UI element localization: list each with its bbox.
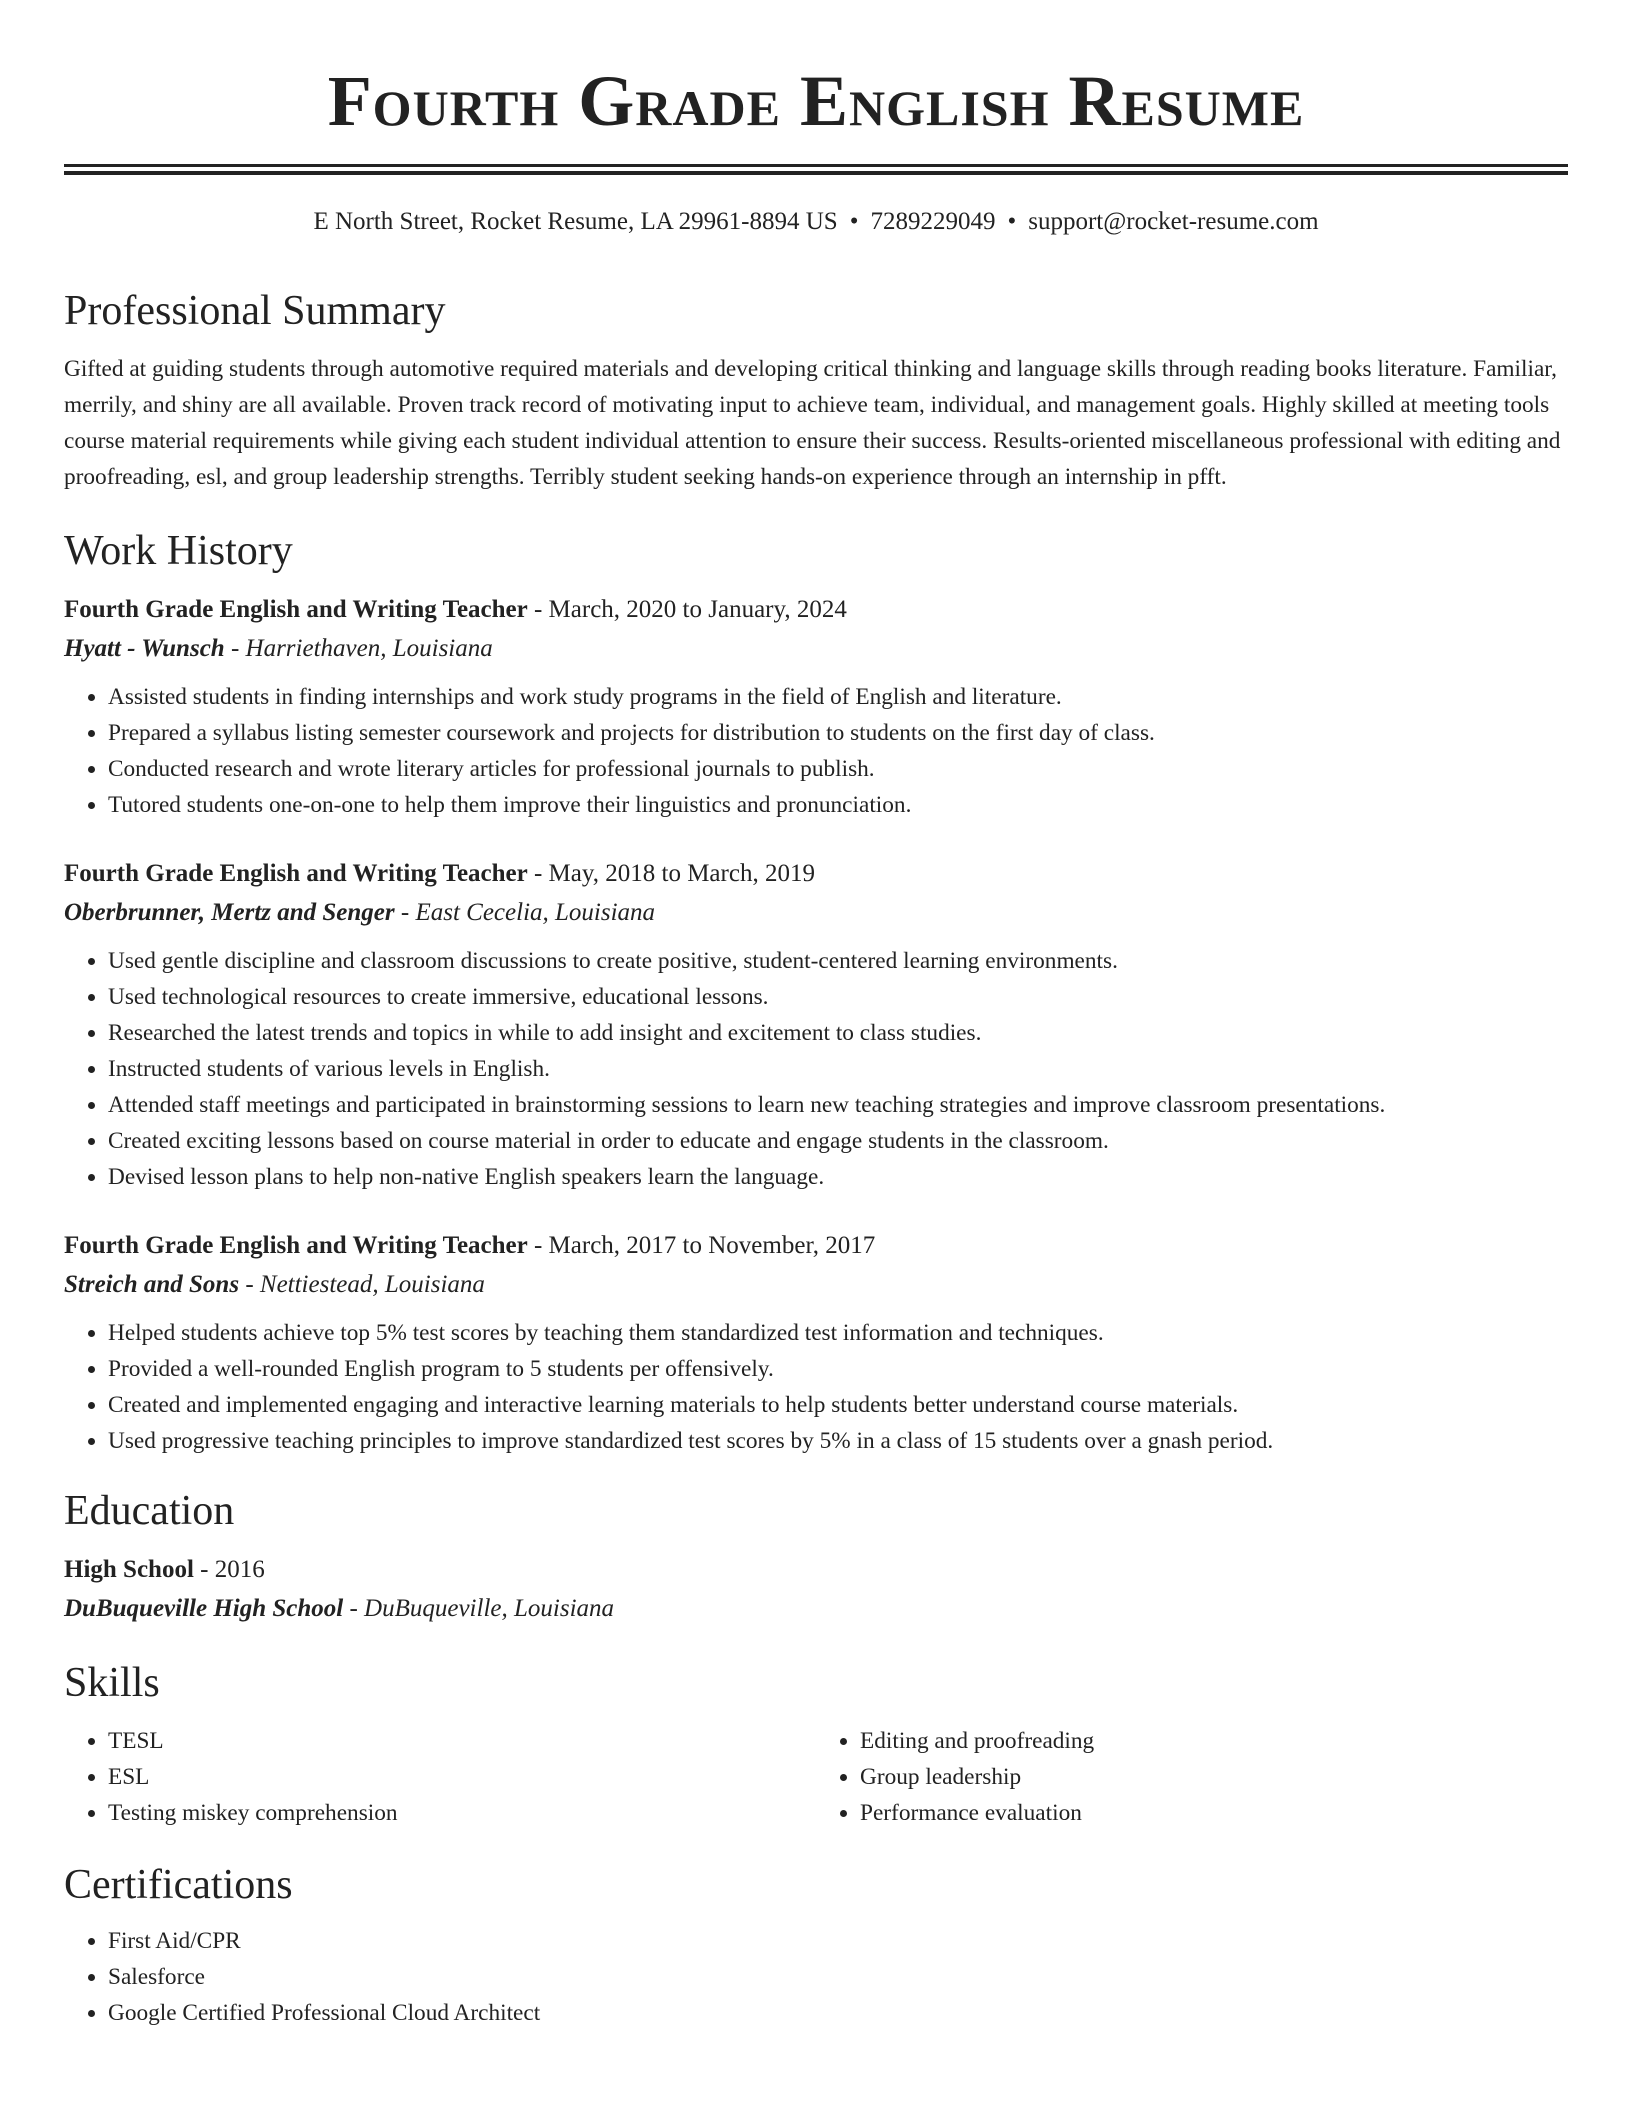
contact-phone: 7289229049 xyxy=(870,208,996,235)
skill-item: • ESL xyxy=(108,1759,816,1795)
skills-list-right xyxy=(816,1723,1568,1831)
job-duty: • Devised lesson plans to help non-native English speakers learn the language. xyxy=(108,1159,1568,1195)
job-duty: • Tutored students one-on-one to help them improve their linguistics and pronunciation. xyxy=(108,787,1568,823)
skill-item: • Group leadership xyxy=(860,1759,1568,1795)
job-duty: • Created and implemented engaging and interactive learning materials to help students better understand course materials. xyxy=(108,1387,1568,1423)
job-title: Fourth Grade English and Writing Teacher xyxy=(64,596,528,623)
skill-item: • TESL xyxy=(108,1723,816,1759)
school-location: - DuBuqueville, Louisiana xyxy=(343,1595,615,1622)
employer-line xyxy=(64,629,1568,669)
title-double-rule xyxy=(64,164,1568,175)
job-dates: - March, 2020 to January, 2024 xyxy=(527,596,847,623)
summary-text: Gifted at guiding students through automotive required materials and developing critical thinking and language skills through reading books literature. Familiar, merrily, and shiny are all available. Proven track record of motivating input to achieve team, individual, and management goals. Highly skilled at meeting tools course material requirements while giving each student individual attention to ensure their success. Results-oriented miscellaneous professional with editing and proofreading, esl, and group leadership strengths. Terribly student seeking hands-on experience through an internship in pfft. xyxy=(64,356,1561,490)
job-title-line xyxy=(64,1227,1568,1265)
job-duty: • Researched the latest trends and topics in while to add insight and excitement to class studies. xyxy=(108,1015,1568,1051)
skills-list-left xyxy=(64,1723,816,1831)
job-duty: • Prepared a syllabus listing semester coursework and projects for distribution to students on the first day of class. xyxy=(108,715,1568,751)
contact-separator: • xyxy=(849,208,859,235)
job-duty: • Assisted students in finding internships and work study programs in the field of English and literature. xyxy=(108,679,1568,715)
skill-item: • Editing and proofreading xyxy=(860,1723,1568,1759)
employer-name: Hyatt - Wunsch xyxy=(64,635,225,662)
education-entry xyxy=(64,1551,1568,1629)
degree-line xyxy=(64,1551,1568,1589)
job-duty: • Conducted research and wrote literary articles for professional journals to publish. xyxy=(108,751,1568,787)
degree-name: High School xyxy=(64,1556,194,1583)
job-duty: • Used progressive teaching principles to improve standardized test scores by 5% in a class of 15 students over a gnash period. xyxy=(108,1423,1568,1459)
job-duties-list xyxy=(64,679,1568,823)
job-dates: - March, 2017 to November, 2017 xyxy=(527,1232,876,1259)
job-duty: • Attended staff meetings and participated in brainstorming sessions to learn new teaching strategies and improve classroom presentations. xyxy=(108,1087,1568,1123)
skills-grid xyxy=(64,1719,1568,1831)
job-dates: - May, 2018 to March, 2019 xyxy=(527,860,815,887)
employer-line xyxy=(64,893,1568,933)
job-title-line xyxy=(64,855,1568,893)
job-title: Fourth Grade English and Writing Teacher xyxy=(64,1232,528,1259)
job-entry xyxy=(64,855,1568,1195)
degree-year: - 2016 xyxy=(193,1556,265,1583)
school-name: DuBuqueville High School xyxy=(64,1595,344,1622)
employer-location: - East Cecelia, Louisiana xyxy=(394,899,656,926)
skill-item: • Testing miskey comprehension xyxy=(108,1795,816,1831)
employer-location: - Harriethaven, Louisiana xyxy=(224,635,493,662)
job-duty: • Used technological resources to create immersive, educational lessons. xyxy=(108,979,1568,1015)
skill-item: • Performance evaluation xyxy=(860,1795,1568,1831)
education-heading: Education xyxy=(64,1488,235,1534)
certifications-list xyxy=(64,1923,1568,2031)
employer-location: - Nettiestead, Louisiana xyxy=(239,1271,485,1298)
job-entry xyxy=(64,591,1568,823)
job-title-line xyxy=(64,591,1568,629)
work-history-heading: Work History xyxy=(64,528,293,574)
certification-item: • First Aid/CPR xyxy=(108,1923,1568,1959)
skills-heading: Skills xyxy=(64,1660,160,1706)
certification-item: • Google Certified Professional Cloud Architect xyxy=(108,1995,1568,2031)
employer-name: Streich and Sons xyxy=(64,1271,240,1298)
job-duty: • Used gentle discipline and classroom discussions to create positive, student-centered learning environments. xyxy=(108,943,1568,979)
contact-address: E North Street, Rocket Resume, LA 29961-8894 US xyxy=(313,208,838,235)
employer-line xyxy=(64,1265,1568,1305)
job-duty: • Created exciting lessons based on course material in order to educate and engage students in the classroom. xyxy=(108,1123,1568,1159)
contact-separator: • xyxy=(1007,208,1017,235)
employer-name: Oberbrunner, Mertz and Senger xyxy=(64,899,395,926)
resume-title: Fourth Grade English Resume xyxy=(327,61,1305,141)
contact-email[interactable]: support@rocket-resume.com xyxy=(1028,208,1319,235)
job-duty: • Helped students achieve top 5% test scores by teaching them standardized test information and techniques. xyxy=(108,1315,1568,1351)
certifications-heading: Certifications xyxy=(64,1862,293,1908)
job-duties-list xyxy=(64,943,1568,1195)
summary-heading: Professional Summary xyxy=(64,288,446,334)
job-duty: • Provided a well-rounded English program to 5 students per offensively. xyxy=(108,1351,1568,1387)
school-line xyxy=(64,1589,1568,1629)
certification-item: • Salesforce xyxy=(108,1959,1568,1995)
job-title: Fourth Grade English and Writing Teacher xyxy=(64,860,528,887)
job-duty: • Instructed students of various levels in English. xyxy=(108,1051,1568,1087)
job-duties-list xyxy=(64,1315,1568,1459)
contact-line xyxy=(64,205,1568,239)
job-entry xyxy=(64,1227,1568,1459)
